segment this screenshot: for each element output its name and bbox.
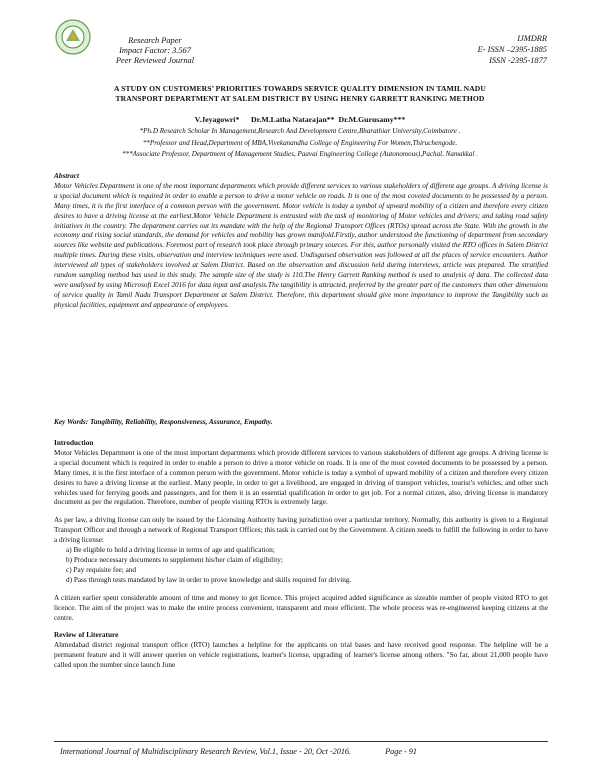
journal-logo-icon — [54, 18, 92, 56]
abstract-heading: Abstract — [54, 172, 79, 180]
footer-page-number: Page - 91 — [385, 747, 417, 756]
footer-rule — [54, 741, 548, 742]
affiliation-3: ***Associate Professor, Department of Management Studies, Paavai Engineering College (Autonomous),Pachal, Namakkal . — [122, 150, 478, 158]
title-line-2: TRANSPORT DEPARTMENT AT SALEM DISTRICT BY USING HENRY GARRETT RANKING METHOD — [115, 94, 485, 103]
authors: V.Jeyagowri* Dr.M.Latha Natarajan** Dr.M.Gurusamy*** — [194, 115, 406, 124]
affiliation-1: *Ph.D Research Scholar In Management,Research And Development Centre,Bharathiar University,Coimbatore . — [139, 127, 461, 135]
header-journal-code: IJMDRR — [517, 34, 547, 43]
page-footer — [60, 747, 550, 756]
header-eissn: E- ISSN –2395-1885 — [477, 45, 547, 54]
header-impact-factor: Impact Factor: 3.567 — [119, 46, 191, 55]
introduction-heading: Introduction — [54, 439, 94, 447]
review-heading: Review of Literature — [54, 631, 119, 640]
header-right — [407, 33, 547, 66]
header-left — [90, 36, 220, 66]
affiliations — [40, 126, 560, 161]
abstract-text: Motor Vehicles Department is one of the most important departments which provide different services to various stakeholders of different age groups. A driving license is a special document which is required in order to enable a person to drive a motor vehicle on roads. It is one of the most coveted documents to be possessed by a person. Many times, it is the first interface of a common person with the government. Motor vehicle is today a symbol of upward mobility of a citizen and therefore every citizen desires to have a driving license at the earliest.Motor Vehicle Department is entrusted with the task of monitoring of Motor vehicles and drivers; and taking road safety initiatives in the country. The department carries out its mandate with the help of the Regional Transport Offices (RTOs) spread across the State. With the growth in the economy and rising social standards, the demand for vehicles and mobility has grown manifold.Firstly, author understood the functioning of department from secondary sources like website and publications. Foremost part of research took place through primary sources. For this, author personally visited the RTO offices in Salem District multiple times. During these visits, observation and interview techniques were used. Undisguised observation was followed at all the places of service encounters. Author interviewed all types of stakeholders involved at Salem District. Based on the observation and discussion held during interviews, article was prepared. The stratified random sampling method has used in this study. The sample size of the study is 110.The Henry Garrett Ranking method is used to analysis of data. The collected data were analysed by using Microsoft Excel 2016 for data input and analysis.The tangibility is attracted, preferred by the greater part of the customers than other dimensions of service quality in Tamil Nadu Transport Department at Salem District. Therefore, this department should give more importance to improve the Tangibility such as physical facilities, equipment and appearance of employees. — [54, 181, 548, 309]
keywords: Key Words: Tangibility, Reliability, Responsiveness, Assurance, Empathy. — [54, 418, 273, 426]
introduction-paragraph-2: As per law, a driving license can only be issued by the Licensing Authority having jurisdiction over a particular territory. Normally, this authority is given to a Regional Transport Officer and through a network of Regional Transport Offices; this task is carried out by the Government. A citizen needs to fulfill the following in order to have a driving license: — [54, 516, 548, 545]
footer-journal: International Journal of Multidisciplinary Research Review, Vol.1, Issue - 20, Oct -2016. — [60, 747, 352, 756]
introduction-paragraph-1: Motor Vehicles Department is one of the most important departments which provide different services to various stakeholders of different age groups. A driving license is a special document which is required in order to enable a person to drive a motor vehicle on roads. It is one of the most coveted documents to be possessed by a person. Many times, it is the first interface of a common person with the government. Motor vehicle is today a symbol of upward mobility of a citizen and therefore every citizen desires to have a driving license at the earliest. Many people, in order to get a livelihood, are engaged in driving of transport vehicles, tourist’s vehicles, and other such vehicles used for ferrying goods and passengers, and for them it is an essential qualification in order to get job. For a normal citizen, also, driving license is mandatory document as per the regulation. Therefore, number of people visiting RTOs is extremely large. — [54, 448, 548, 507]
paper-title — [50, 84, 550, 104]
header-review-type: Peer Reviewed Journal — [115, 56, 195, 65]
requirement-item: b) Produce necessary documents to supplement his/her claim of eligibility; — [66, 555, 283, 564]
requirement-item: c) Pay requisite fee; and — [66, 565, 137, 574]
requirement-item: d) Pass through tests mandated by law in order to prove knowledge and skills required for driving. — [66, 575, 352, 584]
title-line-1: A STUDY ON CUSTOMERS’ PRIORITIES TOWARDS SERVICE QUALITY DIMENSION IN TAMIL NADU — [114, 84, 486, 93]
requirement-item: a) Be eligible to hold a driving license in terms of age and qualification; — [66, 546, 275, 555]
header-issn: ISSN -2395-1877 — [489, 56, 547, 65]
abstract-section — [54, 172, 548, 311]
header-paper-type: Research Paper — [128, 36, 182, 45]
introduction-paragraph-3: A citizen earlier spent considerable amount of time and money to get licence. This project acquired added significance as sizeable number of people visited RTO to get licence. The aim of the project was to make the entire process convenient, transparent and more efficient. The whole process was re-engineered keeping citizens at the centre. — [54, 593, 548, 622]
review-paragraph-1: Ahmedabad district regional transport office (RTO) launches a helpline for the applicants on trial bases and have received good response. The helpline will be a permanent feature and it will answer queries on vehicle registrations, learner's license, upgrading of learner's license among others. "So far, about 21,000 people have called upon the number since launch June — [54, 641, 548, 670]
introduction-section — [54, 439, 548, 671]
affiliation-2: **Professor and Head,Department of MBA,Vivekanandha College of Engineering For Women,Thiruchengode. — [142, 138, 458, 147]
